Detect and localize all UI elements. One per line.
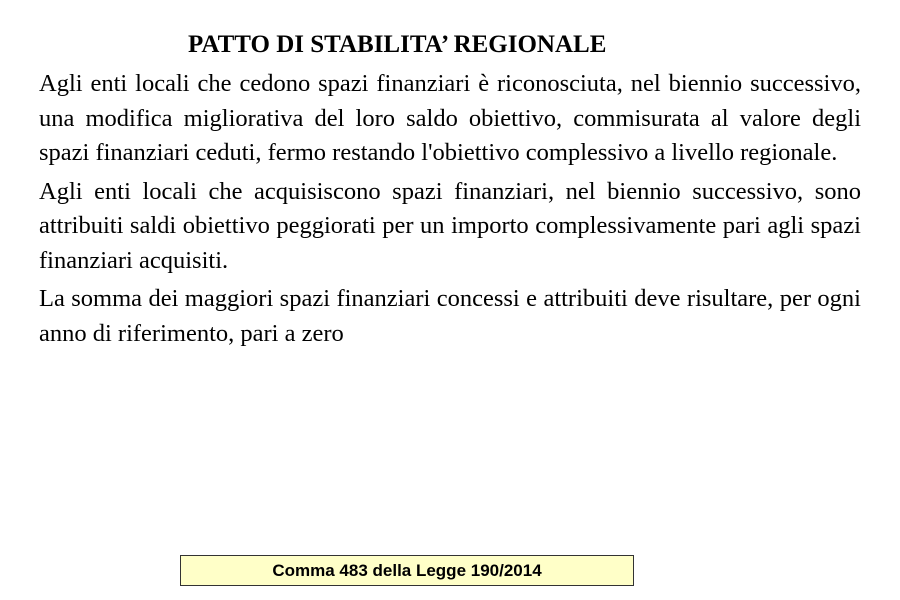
- paragraph-acquisizione: Agli enti locali che acquisiscono spazi finanziari, nel biennio successivo, sono attribuiti saldi obiettivo peggiorati per un importo complessivamente pari agli spazi finanziari acquisiti.: [39, 177, 861, 274]
- slide-body: [39, 67, 861, 355]
- paragraph-somma-zero: La somma dei maggiori spazi finanziari concessi e attribuiti deve risultare, per ogni anno di riferimento, pari a zero: [39, 285, 861, 347]
- slide-title: PATTO DI STABILITA’ REGIONALE: [188, 31, 607, 58]
- paragraph-cessione: Agli enti locali che cedono spazi finanziari è riconosciuta, nel biennio successivo, una modifica migliorativa del loro saldo obiettivo, commisurata al valore degli spazi finanziari ceduti, fermo restando l'obiettivo complessivo a livello regionale.: [39, 70, 861, 166]
- source-reference-box: [180, 555, 634, 586]
- source-reference-label: Comma 483 della Legge 190/2014: [272, 560, 542, 580]
